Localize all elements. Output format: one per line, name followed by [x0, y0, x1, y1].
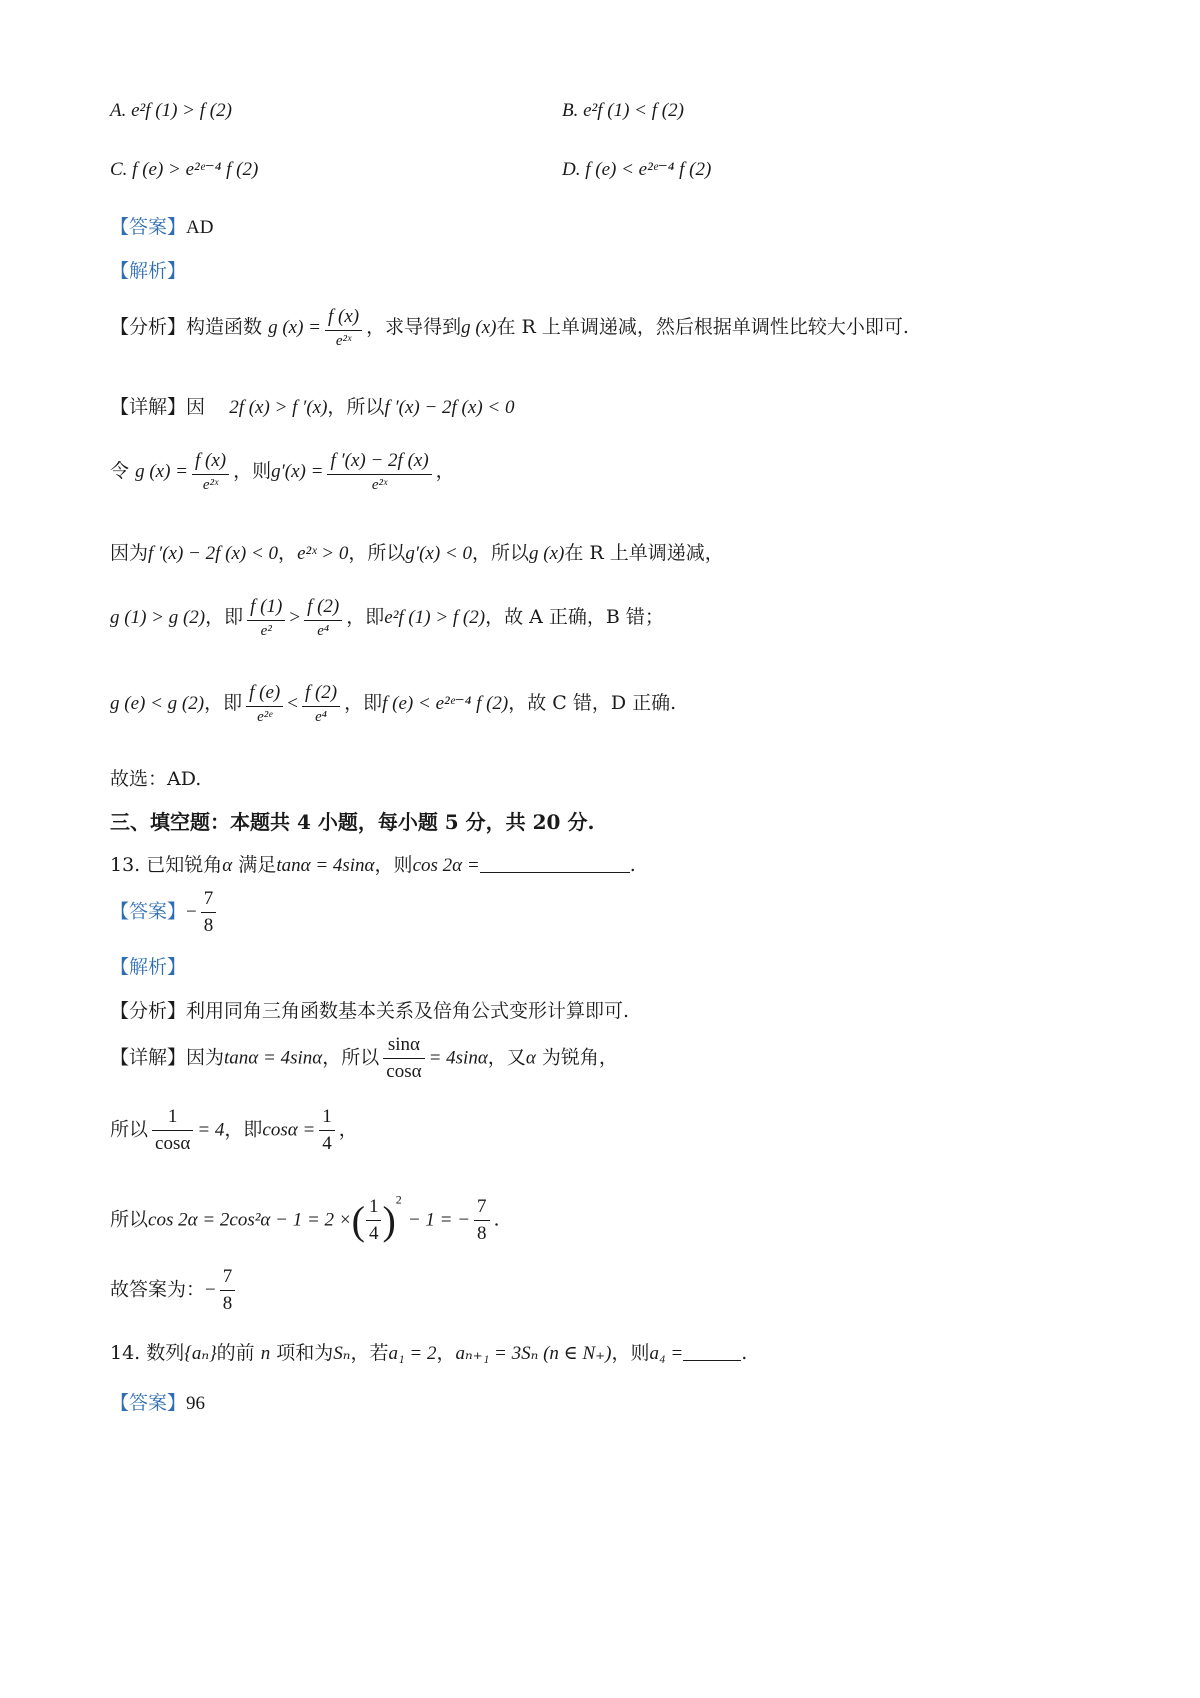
fenxi-tag: 【分析】	[110, 1000, 187, 1022]
option-b: B. e²f (1) < f (2)	[562, 100, 684, 121]
fraction	[366, 1196, 382, 1245]
q13-detail-line-3	[110, 1192, 500, 1245]
fenxi-text: 利用同角三角函数基本关系及倍角公式变形计算即可.	[186, 1000, 630, 1022]
fraction-denominator: e⁴	[317, 623, 330, 639]
fenxi-text: 在 R 上单调递减，然后根据单调性比较大小即可.	[496, 316, 909, 338]
math-expr: g′(x) < 0	[405, 543, 472, 564]
analysis-tag: 【解析】	[110, 956, 187, 978]
fraction-denominator: 8	[477, 1223, 487, 1244]
q12-line-g1	[110, 596, 664, 640]
q13-stem	[110, 850, 636, 877]
stem-text: 14. 数列	[110, 1342, 185, 1364]
stem-text: .	[629, 854, 636, 876]
fraction	[319, 1106, 335, 1155]
math-expr: g (x) =	[135, 461, 188, 482]
fraction-numerator: 1	[366, 1196, 382, 1221]
fraction-denominator: cosα	[386, 1061, 422, 1082]
fraction-denominator: e²	[260, 623, 272, 639]
fraction	[247, 596, 285, 640]
option-d: D. f (e) < e²ᵉ⁻⁴ f (2)	[562, 159, 712, 180]
fraction-numerator: f (2)	[304, 596, 342, 621]
detail-text: ，故 C 错，D 正确.	[508, 692, 677, 714]
fraction-denominator: e²ᵉ	[257, 709, 273, 725]
detail-text: ，	[435, 460, 455, 482]
q13-detail-line-1	[110, 1034, 618, 1083]
fraction-numerator: 1	[152, 1106, 193, 1131]
math-expr: = 4	[197, 1119, 225, 1141]
fraction	[383, 1034, 424, 1083]
answer-blank	[683, 1342, 741, 1361]
fraction	[304, 596, 342, 640]
math-expr: tanα = 4sinα	[224, 1047, 323, 1069]
fraction-denominator: 8	[203, 915, 214, 936]
math-expr: cos 2α =	[412, 855, 480, 876]
fraction-denominator: 8	[222, 1293, 233, 1314]
math-expr: g (x) =	[268, 317, 321, 338]
math-expr: a₄ =	[649, 1343, 684, 1364]
fraction-numerator: f (1)	[247, 596, 285, 621]
fenxi-tag: 【分析】	[110, 316, 187, 338]
math-operator: <	[287, 693, 298, 714]
q12-because-line	[110, 538, 724, 565]
fraction-denominator: e²ˣ	[371, 477, 388, 493]
q13-fenxi-line	[110, 996, 629, 1023]
fraction	[201, 888, 217, 937]
right-paren: )	[382, 1198, 396, 1243]
math-expr: Sₙ	[333, 1343, 351, 1364]
math-expr: g (e) < g (2)	[110, 693, 205, 714]
math-expr: f ′(x) − 2f (x) < 0	[384, 397, 515, 418]
stem-text: 13. 已知锐角	[110, 854, 223, 876]
fenxi-text: ，求导得到	[366, 316, 462, 338]
detail-text: 所以	[110, 1208, 149, 1231]
math-expr: g (x)	[461, 317, 497, 338]
fenxi-text: 构造函数	[186, 316, 263, 338]
q12-detail-line-1	[110, 392, 514, 419]
left-paren: (	[351, 1198, 365, 1243]
exponent: 2	[395, 1192, 402, 1207]
detail-text: .	[493, 1208, 500, 1231]
fraction	[302, 682, 340, 726]
detail-text: 在 R 上单调递减，	[564, 542, 724, 564]
math-operator: >	[289, 607, 301, 628]
math-expr: g (1) > g (2)	[110, 607, 206, 628]
detail-text: 因为	[110, 542, 149, 564]
fraction-denominator: e²ˣ	[335, 333, 352, 349]
math-operator: −	[205, 1279, 216, 1301]
fraction	[474, 1196, 490, 1245]
fraction-denominator: e⁴	[315, 709, 327, 725]
detail-text: ，即	[205, 606, 244, 628]
fraction-numerator: f (e)	[246, 682, 283, 707]
detail-text: 令	[110, 460, 130, 482]
fraction	[220, 1266, 236, 1315]
fraction-denominator: 4	[368, 1223, 379, 1244]
fraction-numerator: 7	[220, 1266, 236, 1291]
fraction-numerator: sinα	[383, 1034, 424, 1059]
detail-tag: 【详解】	[110, 1046, 187, 1069]
detail-text: ，所以	[322, 1046, 380, 1069]
option-c: C. f (e) > e²ᵉ⁻⁴ f (2)	[110, 159, 259, 180]
detail-text: ，所以	[348, 542, 406, 564]
detail-text: ，所以	[471, 542, 529, 564]
math-expr: g (x)	[529, 543, 565, 564]
math-expr: tanα = 4sinα	[276, 855, 375, 876]
stem-text: ，则	[611, 1342, 650, 1364]
answer-value: AD	[186, 217, 214, 238]
detail-tag: 【详解】	[110, 396, 187, 418]
detail-text: ，即	[224, 1118, 263, 1141]
detail-text: ，又	[487, 1046, 526, 1069]
q14-answer-line	[110, 1388, 205, 1415]
math-expr: n	[260, 1343, 271, 1364]
fraction	[246, 682, 283, 726]
q12-line-ge	[110, 682, 676, 726]
detail-text: ，所以	[327, 396, 385, 418]
fraction-numerator: f (x)	[325, 306, 362, 331]
math-expr: α	[525, 1047, 536, 1069]
math-expr: f (e) < e²ᵉ⁻⁴ f (2)	[382, 693, 509, 714]
fraction-numerator: f (x)	[192, 450, 229, 475]
fraction-numerator: 7	[201, 888, 217, 913]
answer-blank	[480, 854, 630, 873]
math-expr: e²ˣ > 0	[297, 543, 349, 564]
q13-answer-line	[110, 888, 220, 937]
answer-tag: 【答案】	[110, 900, 187, 923]
math-expr: g′(x) =	[271, 461, 324, 482]
q12-fenxi-line	[110, 306, 909, 350]
stem-text: 满足	[238, 854, 277, 876]
q13-detail-line-2	[110, 1106, 358, 1155]
stem-text: 的前	[216, 1342, 255, 1364]
answer-value: 96	[186, 1393, 206, 1414]
math-expr: − 1 = −	[407, 1209, 471, 1231]
math-expr: aₙ₊₁ = 3Sₙ (n ∈ N₊)	[455, 1343, 612, 1364]
detail-text: 所以	[110, 1118, 149, 1141]
detail-text: 因	[186, 396, 206, 418]
math-expr: {aₙ}	[184, 1343, 217, 1364]
math-expr: cosα =	[262, 1119, 316, 1141]
stem-text: 项和为	[276, 1342, 334, 1364]
fraction-numerator: f ′(x) − 2f (x)	[327, 450, 431, 475]
fraction-denominator: e²ˣ	[202, 477, 219, 493]
fraction-numerator: 7	[474, 1196, 490, 1221]
q12-answer-line	[110, 212, 213, 239]
detail-text: ，即	[344, 692, 383, 714]
math-expr: e²f (1) > f (2)	[384, 607, 486, 628]
math-expr: f ′(x) − 2f (x) < 0	[148, 543, 279, 564]
fraction-numerator: f (2)	[302, 682, 340, 707]
fraction	[327, 450, 431, 494]
math-expr: = 4sinα	[428, 1047, 488, 1069]
stem-text: ，则	[374, 854, 413, 876]
fraction	[152, 1106, 193, 1155]
stem-text: ，若	[350, 1342, 389, 1364]
detail-text: 为锐角，	[541, 1046, 618, 1069]
q12-ling-line	[110, 450, 455, 494]
math-expr: 2f (x) > f ′(x)	[229, 397, 328, 418]
analysis-tag: 【解析】	[110, 260, 187, 282]
q14-stem	[110, 1338, 747, 1365]
math-operator: −	[186, 901, 197, 923]
option-a: A. e²f (1) > f (2)	[110, 100, 232, 121]
detail-text: ，	[338, 1118, 358, 1141]
math-expr: cos 2α = 2cos²α − 1 = 2 ×	[148, 1209, 352, 1231]
detail-text: ，故 A 正确，B 错；	[485, 606, 664, 628]
detail-text: 故答案为：	[110, 1278, 206, 1301]
detail-text: ，即	[204, 692, 243, 714]
q12-choose: 故选：AD.	[110, 768, 202, 790]
q13-final	[110, 1266, 239, 1315]
answer-tag: 【答案】	[110, 1392, 187, 1414]
math-expr: a₁ = 2	[388, 1343, 437, 1364]
fraction	[325, 306, 362, 350]
fraction	[192, 450, 229, 494]
section-heading: 三、填空题：本题共 4 小题，每小题 5 分，共 20 分.	[110, 810, 595, 834]
fraction-denominator: cosα	[155, 1133, 191, 1154]
detail-text: 因为	[186, 1046, 225, 1069]
stem-text: .	[741, 1342, 748, 1364]
detail-text: ，则	[233, 460, 272, 482]
fraction-numerator: 1	[319, 1106, 335, 1131]
math-expr: α	[222, 855, 233, 876]
detail-text: ，即	[346, 606, 385, 628]
stem-text: ，	[436, 1342, 456, 1364]
detail-text: ，	[278, 542, 298, 564]
fraction-denominator: 4	[322, 1133, 332, 1154]
answer-tag: 【答案】	[110, 216, 187, 238]
